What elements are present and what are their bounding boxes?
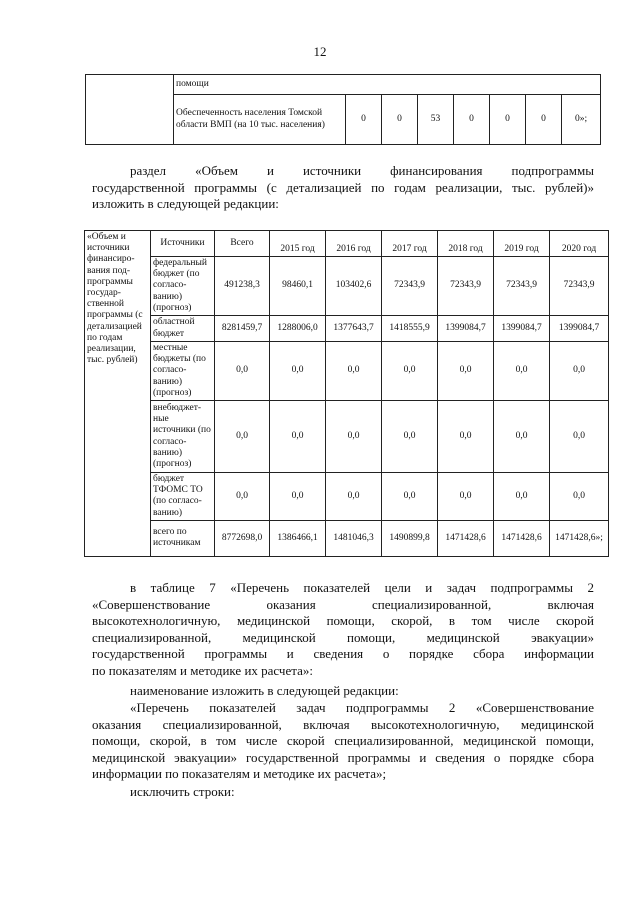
text-line: по показателям и методике их расчета»: [92,662,313,678]
table-row [85,401,609,473]
table-cell: 72343,9 [550,257,609,316]
table-cell: 1386466,1 [270,520,326,556]
indicator-label: Обеспеченность населения Томской области ВМП (на 10 тыс. населения) [174,95,346,145]
source-label: местные бюджеты (по согласо-ванию) (прогноз) [151,342,215,401]
table-cell: 0,0 [438,473,494,521]
table-cell: 1377643,7 [326,316,382,342]
table-cell: 0 [346,95,382,145]
table-cell: 1481046,3 [326,520,382,556]
text-line: информации по показателям и методике их расчета»; [92,766,387,782]
table-cell: 1399084,7 [494,316,550,342]
financing-table [84,230,609,557]
table-cell: 0,0 [270,342,326,401]
paragraph-new-title [92,700,594,783]
source-label: всего по источникам [151,520,215,556]
source-label: федеральный бюджет (по согласо-ванию) (прогноз) [151,257,215,316]
column-header: 2018 год [438,231,494,257]
table-cell: 0,0 [215,473,270,521]
paragraph-name-change: наименование изложить в следующей редакции: [130,683,399,698]
table-cell: 491238,3 [215,257,270,316]
table-cell: 53 [418,95,454,145]
table-cell: помощи [174,75,601,95]
table-cell: 8281459,7 [215,316,270,342]
page-number: 12 [313,44,327,59]
column-header: 2019 год [494,231,550,257]
table-row [86,75,601,95]
text-line: в таблице 7 «Перечень показателей цели и задач подпрограммы 2 [130,580,594,595]
table-cell: 0,0 [382,473,438,521]
column-header: Источники [151,231,215,257]
table-cell: 0,0 [215,401,270,473]
table-cell: 1490899,8 [382,520,438,556]
table-cell: 0»; [562,95,601,145]
table-cell: 72343,9 [438,257,494,316]
text-line: «Перечень показателей задач подпрограммы 2 «Совершенствование [130,700,594,715]
lead-cell: «Объем и источники финансиро-вания под-программы государ-ственной программы (с детализацией по годам реализации, тыс. рублей) [85,231,151,557]
table-cell: 72343,9 [382,257,438,316]
table-cell: 0,0 [550,473,609,521]
table-cell: 103402,6 [326,257,382,316]
source-label: областной бюджет [151,316,215,342]
table-cell: 0,0 [494,342,550,401]
table-cell: 0 [382,95,418,145]
table-cell: 1399084,7 [438,316,494,342]
source-label: бюджет ТФОМС ТО (по согласо-ванию) [151,473,215,521]
table-row [85,520,609,556]
text-line: государственной программы (с детализацией по годам реализации, тыс. рублей)» [92,179,594,195]
table-cell: 98460,1 [270,257,326,316]
column-header: Всего [215,231,270,257]
indicator-table [85,74,601,145]
column-header: 2016 год [326,231,382,257]
table-cell: 0,0 [270,401,326,473]
paragraph-table7 [92,580,594,680]
text-line: высокотехнологичную, медицинской помощи, скорой, в том числе скорой [92,613,594,629]
table-cell: 0,0 [494,473,550,521]
paragraph-exclude: исключить строки: [130,784,235,799]
table-cell: 0,0 [382,342,438,401]
table-cell: 1471428,6 [438,520,494,556]
column-header: 2015 год [270,231,326,257]
table-row [85,342,609,401]
table-cell: 1288006,0 [270,316,326,342]
table-cell: 0,0 [550,342,609,401]
text-line: медицинской эвакуации» государственной программы и сведения о порядке сбора [92,749,594,765]
text-line: государственной программы и сведения о порядке сбора информации [92,646,594,662]
table-cell: 1418555,9 [382,316,438,342]
table-cell: 0,0 [550,401,609,473]
table-cell: 1399084,7 [550,316,609,342]
text-line: помощи, скорой, в том числе скорой специализированной, медицинской помощи, [92,733,594,749]
text-line: оказания специализированной, включая высокотехнологичную, медицинской [92,716,594,732]
column-header: 2017 год [382,231,438,257]
text-line: специализированной, медицинской помощи, медицинской эвакуации» [92,629,594,645]
column-header: 2020 год [550,231,609,257]
text-line: изложить в следующей редакции: [92,196,279,212]
table-cell: 0,0 [326,342,382,401]
table-cell [86,75,174,145]
paragraph-section-intro [92,163,594,213]
table-cell: 0,0 [382,401,438,473]
table-cell: 8772698,0 [215,520,270,556]
table-row [85,473,609,521]
table-row [85,316,609,342]
table-cell: 0,0 [438,401,494,473]
table-cell: 0,0 [270,473,326,521]
table-cell: 0 [526,95,562,145]
table-cell: 0,0 [326,401,382,473]
table-cell: 0,0 [326,473,382,521]
table-header-row [85,231,609,257]
table-cell: 0,0 [494,401,550,473]
table-cell: 0,0 [438,342,494,401]
table-cell: 0 [490,95,526,145]
source-label: внебюджет-ные источники (по согласо-ванию) (прогноз) [151,401,215,473]
table-cell: 72343,9 [494,257,550,316]
text-line: раздел «Объем и источники финансирования подпрограммы [130,163,594,178]
table-cell: 1471428,6»; [550,520,609,556]
text-line: «Совершенствование оказания специализированной, включая [92,596,594,612]
table-cell: 0 [454,95,490,145]
table-row [85,257,609,316]
table-cell: 0,0 [215,342,270,401]
table-cell: 1471428,6 [494,520,550,556]
